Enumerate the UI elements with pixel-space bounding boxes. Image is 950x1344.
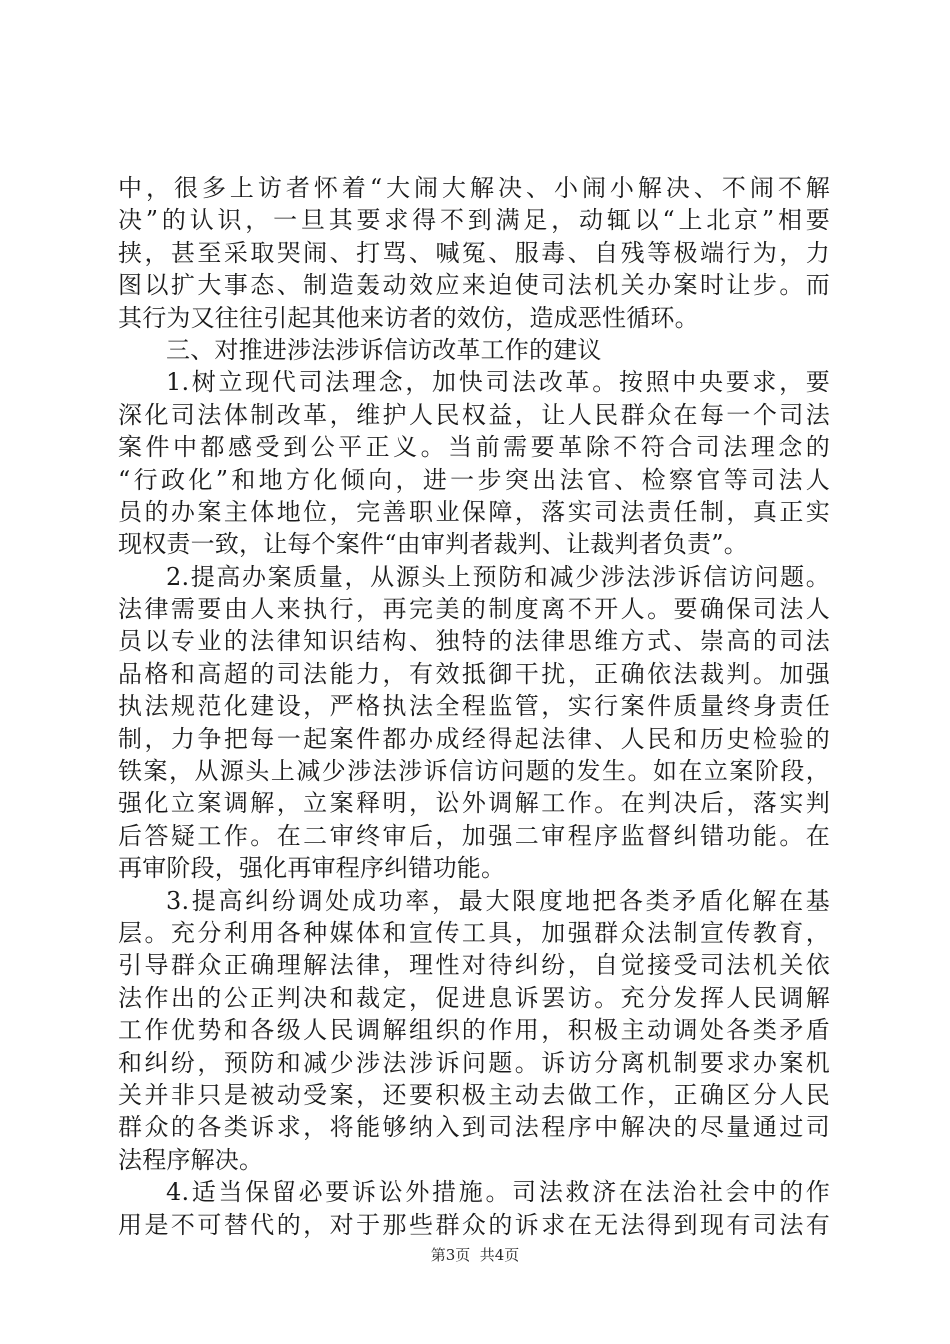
text-line: 群众的各类诉求，将能够纳入到司法程序中解决的尽量通过司: [118, 1113, 830, 1142]
text-line: 后答疑工作。在二审终审后，加强二审程序监督纠错功能。在: [118, 821, 830, 850]
text-line: 决”的认识，一旦其要求得不到满足，动辄以“上北京”相要: [118, 206, 830, 235]
text-line: 再审阶段，强化再审程序纠错功能。: [118, 854, 506, 883]
text-line: 和纠纷，预防和减少涉法涉诉问题。诉访分离机制要求办案机: [118, 1048, 830, 1077]
text-line: 法程序解决。: [118, 1145, 264, 1174]
page-footer: [0, 1244, 950, 1265]
text-line: 强化立案调解，立案释明，讼外调解工作。在判决后，落实判: [118, 789, 830, 818]
text-line: 关并非只是被动受案，还要积极主动去做工作，正确区分人民: [118, 1080, 830, 1109]
text-line: 制，力争把每一起案件都办成经得起法律、人民和历史检验的: [118, 724, 830, 753]
text-line: 3.提高纠纷调处成功率，最大限度地把各类矛盾化解在基: [166, 886, 830, 915]
text-line: 工作优势和各级人民调解组织的作用，积极主动调处各类矛盾: [118, 1016, 830, 1045]
text-line: 图以扩大事态、制造轰动效应来迫使司法机关办案时让步。而: [118, 271, 830, 300]
page-number: 第3页 共4页: [430, 1246, 520, 1264]
text-line: 执法规范化建设，严格执法全程监管，实行案件质量终身责任: [118, 692, 830, 721]
text-line: 员以专业的法律知识结构、独特的法律思维方式、崇高的司法: [118, 627, 830, 656]
text-line: 现权责一致，让每个案件“由审判者裁判、让裁判者负责”。: [118, 530, 748, 559]
text-line: 4.适当保留必要诉讼外措施。司法救济在法治社会中的作: [166, 1178, 830, 1207]
text-line: 法作出的公正判决和裁定，促进息诉罢访。充分发挥人民调解: [118, 983, 830, 1012]
document-body: [118, 172, 830, 1241]
text-line: 其行为又往往引起其他来访者的效仿，造成恶性循环。: [118, 303, 699, 332]
text-line: 中，很多上访者怀着“大闹大解决、小闹小解决、不闹不解: [118, 174, 830, 202]
text-line: 1.树立现代司法理念，加快司法改革。按照中央要求，要: [166, 368, 830, 397]
text-line: 品格和高超的司法能力，有效抵御干扰，正确依法裁判。加强: [118, 659, 830, 688]
text-line: 挟，甚至采取哭闹、打骂、喊冤、服毒、自残等极端行为，力: [118, 238, 830, 267]
text-line: 用是不可替代的，对于那些群众的诉求在无法得到现有司法有: [118, 1210, 830, 1239]
text-line: 2.提高办案质量，从源头上预防和减少涉法涉诉信访问题。: [166, 562, 830, 591]
text-line: 层。充分利用各种媒体和宣传工具，加强群众法制宣传教育，: [118, 918, 830, 947]
text-line: 深化司法体制改革，维护人民权益，让人民群众在每一个司法: [118, 400, 830, 429]
section-heading: 三、对推进涉法涉诉信访改革工作的建议: [166, 335, 602, 364]
text-line: 法律需要由人来执行，再完美的制度离不开人。要确保司法人: [118, 595, 830, 624]
text-line: 案件中都感受到公平正义。当前需要革除不符合司法理念的: [118, 433, 830, 462]
text-line: 员的办案主体地位，完善职业保障，落实司法责任制，真正实: [118, 497, 830, 526]
text-line: 引导群众正确理解法律，理性对待纠纷，自觉接受司法机关依: [118, 951, 830, 980]
text-line: “行政化”和地方化倾向，进一步突出法官、检察官等司法人: [118, 465, 830, 494]
text-line: 铁案，从源头上减少涉法涉诉信访问题的发生。如在立案阶段，: [118, 757, 830, 786]
